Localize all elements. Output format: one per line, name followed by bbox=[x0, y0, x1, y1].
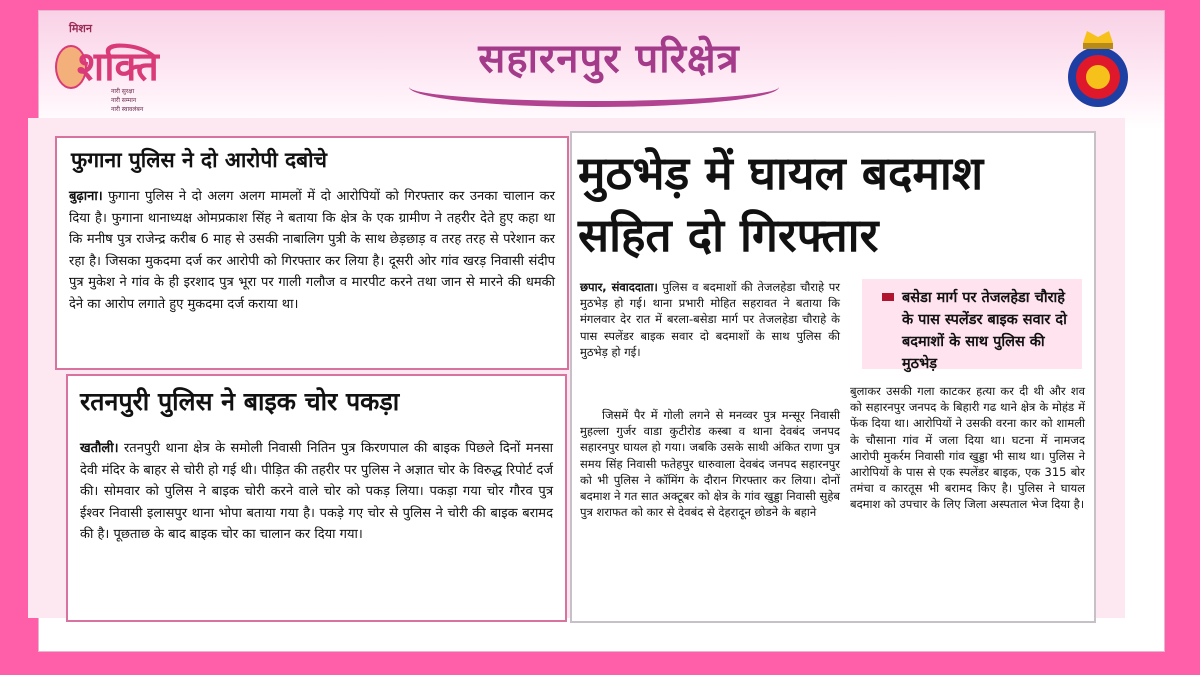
story-fugana bbox=[55, 136, 569, 370]
story1-body bbox=[69, 186, 555, 315]
story3-col2: बुलाकर उसकी गला काटकर हत्या कर दी थी और शव को सहारनपुर जनपद के बिहारी गढ थाने क्षेत्र के मोहंड में फेंक दिया था। आरोपियों ने उसकी वरना कार को शामली के चौसाना गांव में जला दिया था। घटना में नामजद आरोपी मुकर्रम निवासी गांव खुड्डा भी साथ था। पुलिस ने आरोपियों के पास से एक स्पलेंडर बाइक, एक 315 बोर तमंचा व कारतूस भी बरामद किए है। पुलिस ने घायल बदमाश को उपचार के लिए जिला अस्पताल भेज दिया है। bbox=[850, 384, 1085, 512]
story3-col1-b: जिसमें पैर में गोली लगने से मनव्वर पुत्र मन्सूर निवासी मुहल्ला गुर्जर वाडा कुटीरोड कस्बा व थाना देवबंद जनपद सहारनपुर घायल हो गया। जबकि उसके साथी अंकित राणा पुत्र समय सिंह निवासी फतेहपुर धारुवाला देवबंद जनपद सहारनपुर को भी पुलिस ने कॉमिंग के दौरान गिरफ्तार कर लिया। दोनों बदमाश ने गत सात अक्टूबर को क्षेत्र के गांव खुड्डा निवासी सुहेब पुत्र शराफत को कार से देवबंद से देहरादून छोडने के बहाने bbox=[580, 408, 840, 520]
story2-body bbox=[80, 438, 553, 546]
up-police-emblem-icon bbox=[1059, 25, 1137, 115]
logo-mission-text: मिशन bbox=[69, 22, 93, 35]
story1-text: फुगाना पुलिस ने दो अलग अलग मामलों में दो आरोपियों को गिरफ्तार कर उनका चालान कर दिया है। फुगाना थानाध्यक्ष ओमप्रकाश सिंह ने बताया कि क्षेत्र के एक ग्रामीण ने तहरीर देते हुए कहा था कि मनीष पुत्र राजेन्द्र करीब 6 माह से उसकी नाबालिग पुत्री के साथ छेड़छाड़ व तरह तरह से परेशान कर रहा है। जिसका मुकदमा दर्ज कर आरोपी को गिरफ्तार कर लिया है। दूसरी ओर गांव खरड़ निवासी संदीप पुत्र मुकेश ने गांव के ही इरशाद पुत्र भूरा पर गाली गलौज व मारपीट करने तथा जान से मारने की धमकी देने का आरोप लगाते हुए मुकदमा दर्ज कराया था। bbox=[69, 189, 555, 312]
story3-lead: छपार, संवाददाता। bbox=[580, 280, 658, 294]
mission-shakti-logo bbox=[51, 21, 191, 116]
story3-col1-a bbox=[580, 279, 840, 360]
story3-highlight-box bbox=[862, 279, 1082, 372]
logo-tagline-2: नारी सम्मान bbox=[111, 97, 137, 104]
story2-headline: रतनपुरी पुलिस ने बाइक चोर पकड़ा bbox=[80, 387, 400, 416]
logo-tagline-3: नारी स्वावलंबन bbox=[111, 106, 144, 113]
header-band bbox=[39, 11, 1164, 129]
story3-highlight-text: बसेडा मार्ग पर तेजलहेडा चौराहे के पास स्पलेंडर बाइक सवार दो बदमाशों के साथ पुलिस की मुठभेड़ bbox=[902, 290, 1067, 372]
story1-lead: बुढ़ाना। bbox=[69, 189, 103, 204]
title-swoosh bbox=[409, 67, 779, 107]
story-ratanpuri bbox=[66, 374, 567, 622]
page-title: सहारनपुर परिक्षेत्र bbox=[478, 35, 740, 82]
bullet-icon bbox=[882, 293, 894, 301]
story3-headline-line2: सहित दो गिरफ्तार bbox=[578, 208, 879, 262]
story3-headline-line1: मुठभेड़ में घायल बदमाश bbox=[578, 146, 984, 200]
story1-headline: फुगाना पुलिस ने दो आरोपी दबोचे bbox=[71, 148, 327, 172]
logo-shakti-text: शक्ति bbox=[77, 43, 159, 90]
story-encounter bbox=[570, 131, 1096, 623]
logo-tagline-1: नारी सुरक्षा bbox=[111, 88, 135, 95]
story2-lead: खतौली। bbox=[80, 441, 119, 456]
story3-col1-text: पुलिस व बदमाशों की तेजलहेडा चौराहे पर मुठभेड़ हो गई। थाना प्रभारी मोहित सहरावत ने बताया कि मंगलवार देर रात में बरला-बसेडा मार्ग पर तेजलहेडा चौराहे के पास स्पलेंडर बाइक सवार दो बदमाशों के साथ पुलिस की मुठभेड़ हो गई। bbox=[580, 280, 840, 359]
story2-text: रतनपुरी थाना क्षेत्र के समोली निवासी नितिन पुत्र किरणपाल की बाइक पिछले दिनों मनसा देवी मंदिर के बाहर से चोरी हो गई थी। पीड़ित की तहरीर पर पुलिस ने अज्ञात चोर के विरुद्ध रिपोर्ट दर्ज की। सोमवार को पुलिस ने बाइक चोरी करने वाले चोर को पकड़ लिया। पकड़ा गया चोर गौरव पुत्र ईश्वर निवासी इलासपुर थाना भोपा बताया गया है। पकड़े गए चोर से पुलिस ने चोरी की बाइक बरामद की है। पूछताछ के बाद बाइक चोर का चालान कर दिया गया। bbox=[80, 441, 553, 542]
